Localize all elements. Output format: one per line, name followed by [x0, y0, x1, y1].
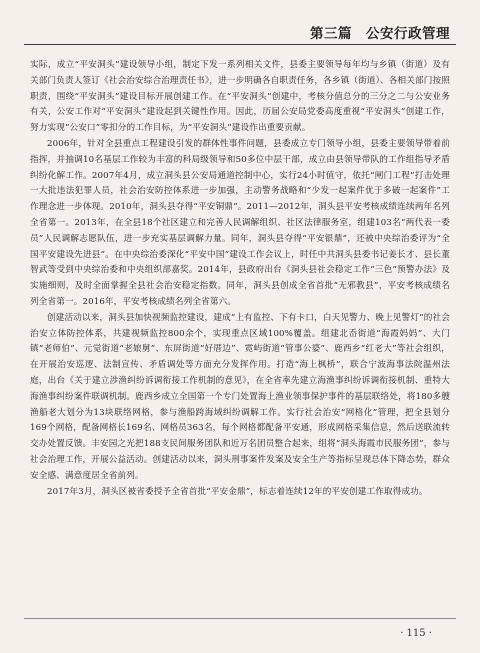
paragraph-3: 创建活动以来，洞头县加快视频监控建设，建成“上有监控、下有卡口，白天见警力、晚上见警灯”的社会治安立体防控体系，共建视频监控800余个，实现重点区域100%覆盖。组建北岙街道“海霞妈妈”、大门镇“老师伯”、元觉街道“老娘舅”、东屏街道“好厝边”、霓屿街道“管事公婆”、鹿西乡“红老大”等社会组织，在开展治安巡逻、法制宣传、矛盾调处等方面充分发挥作用。打造“海上枫桥”，联合宁波海事法院温州法庭，出台《关于建立涉渔纠纷诉调衔接工作机制的意见》，在全省率先建立海渔事纠纷诉调衔接机制、重特大海渔事纠纷案件联调机制。鹿西乡成立全国第一个专门处置海上渔业领事保护事件的基层联络处，将180多艘渔船老大划分为13块联络网格，参与渔船跨海域纠纷调解工作。实行社会治安“网格化”管理，把全县划分169个网格，配备网格长169名、网格员363名，每个网格都配备平安通，形成网格采集信息，然后送联流转交办处置反馈。丰安园之光把188支民间服务团队和近万名团员整合起来，组将“洞头海霞市民服务团”，参与社会治理工作，开展公益活动。创建活动以来，洞头刑事案件发案及安全生产等指标呈现总体下降态势，群众安全感、满意度居全省前列。 — [30, 312, 450, 481]
paragraph-1: 实际，成立“平安洞头”建设领导小组，制定下发一系列相关文件，县委主要领导每年均与乡镇（街道）及有关部门负责人签订《社会治安综合治理责任书》，进一步明确各自职责任务，各乡镇（街道）、各相关部门按照职责，围绕“平安洞头”建设目标开展创建工作。在“平安洞头”创建中，考核分值总分的三分之二与公安业务有关，公安工作对“平安洞头”建设起到关键性作用。因此，历届公安局党委高度重视“平安洞头”创建工作，努力实现“公安口”零扣分的工作目标，为“平安洞头”建设作出重要贡献。 — [30, 60, 450, 134]
header-rule — [24, 44, 456, 45]
body-text — [30, 58, 450, 500]
page-header — [0, 0, 480, 46]
paragraph-2: 2006年，针对全县重点工程建设引发的群体性事件问题，县委成立专门领导小组，县委主要领导带着前指挥，并抽调10名基层工作较为丰富的科局级领导和50多位中层干部，成立由县领导带队的工作组指导矛盾纠纷化解工作。2007年4月，成立洞头县公安局通道控制中心，实行24小时值守，依托“闸门工程”打击处理一大批违法犯罪人员，社会治安防控体系进一步加强，主动警务战略和“少发一起案件优于多破一起案件”工作理念进一步体现。2010年，洞头县夺得“平安铜鼎”。2011—2012年，洞头县平安考核成绩连续两年名列全省第一。2013年，在全县18个社区建立和完善人民调解组织、社区法律服务室，组建103名“两代表一委员”人民调解志愿队伍，进一步充实基层调解力量。同年，洞头县夺得“平安银鼎”，还被中央综治委评为“全国平安建设先进县”。在中央综治委深化“平安中国”建设工作会议上，时任中共洞头县委书记姜长才、县长董智武等受到中央综治委和中央组织部嘉奖。2014年，县政府出台《洞头县社会稳定工作“三色”预警办法》及实施细则，及时全面掌握全县社会治安稳定指数。同年，洞头县创成全省首批“无邪教县”，平安考核成绩名列全省第一。2016年，平安考核成绩名列全省第六。 — [30, 138, 450, 307]
chapter-title: 第三篇 公安行政管理 — [310, 26, 450, 42]
page-number: · 115 · — [400, 628, 432, 639]
paragraph-4: 2017年3月，洞头区被省委授予全省首批“平安金鼎”，标志着连续12年的平安创建工作取得成功。 — [47, 486, 428, 497]
footer-rule — [24, 618, 456, 619]
